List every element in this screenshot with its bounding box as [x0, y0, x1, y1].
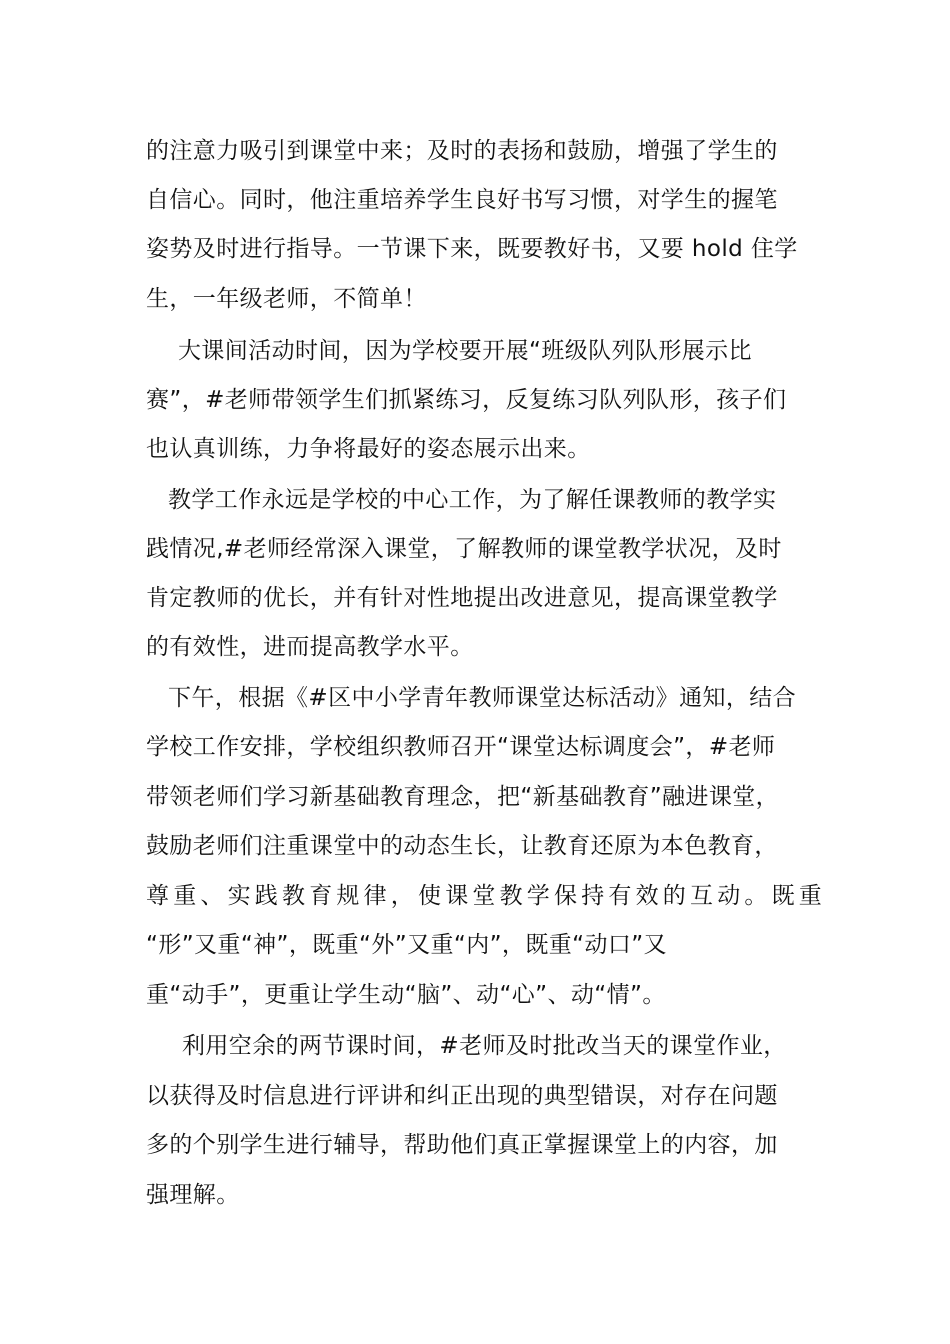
text-line: 学校工作安排，学校组织教师召开“课堂达标调度会”，#老师 [146, 734, 776, 760]
paragraph-start-line: 教学工作永远是学校的中心工作，为了解任课教师的教学实 [168, 487, 777, 513]
text-line: 的注意力吸引到课堂中来；及时的表扬和鼓励，增强了学生的 [146, 138, 778, 164]
text-line: “形”又重“神”，既重“外”又重“内”，既重“动口”又 [146, 932, 667, 958]
text-line: 重“动手”，更重让学生动“脑”、动“心”、动“情”。 [146, 982, 666, 1008]
text-line: 也认真训练，力争将最好的姿态展示出来。 [146, 436, 591, 462]
text-line: 的有效性，进而提高教学水平。 [146, 634, 474, 660]
text-line: 自信心。同时，他注重培养学生良好书写习惯，对学生的握笔 [146, 187, 778, 213]
paragraph-start-line: 大课间活动时间，因为学校要开展“班级队列队形展示比 [178, 338, 752, 364]
paragraph-start-line: 利用空余的两节课时间，#老师及时批改当天的课堂作业， [182, 1033, 787, 1059]
text-line: 肯定教师的优长，并有针对性地提出改进意见，提高课堂教学 [146, 585, 778, 611]
text-line: 姿势及时进行指导。一节课下来，既要教好书，又要 hold 住学 [146, 236, 798, 262]
text-line: 强理解。 [146, 1182, 240, 1208]
text-line: 以获得及时信息进行评讲和纠正出现的典型错误，对存在问题 [146, 1083, 778, 1109]
text-line: 带领老师们学习新基础教育理念，把“新基础教育”融进课堂， [146, 784, 780, 810]
text-line: 多的个别学生进行辅导，帮助他们真正掌握课堂上的内容，加 [146, 1132, 778, 1158]
paragraph-start-line: 下午，根据《#区中小学青年教师课堂达标活动》通知，结合 [168, 685, 797, 711]
text-line: 生，一年级老师，不简单！ [146, 286, 427, 312]
text-line: 尊重、实践教育规律，使课堂教学保持有效的互动。既重 [146, 883, 826, 909]
text-line: 践情况,#老师经常深入课堂，了解教师的课堂教学状况，及时 [146, 536, 782, 562]
text-line: 赛”，#老师带领学生们抓紧练习，反复练习队列队形，孩子们 [146, 387, 787, 413]
text-line: 鼓励老师们注重课堂中的动态生长，让教育还原为本色教育， [146, 833, 778, 859]
